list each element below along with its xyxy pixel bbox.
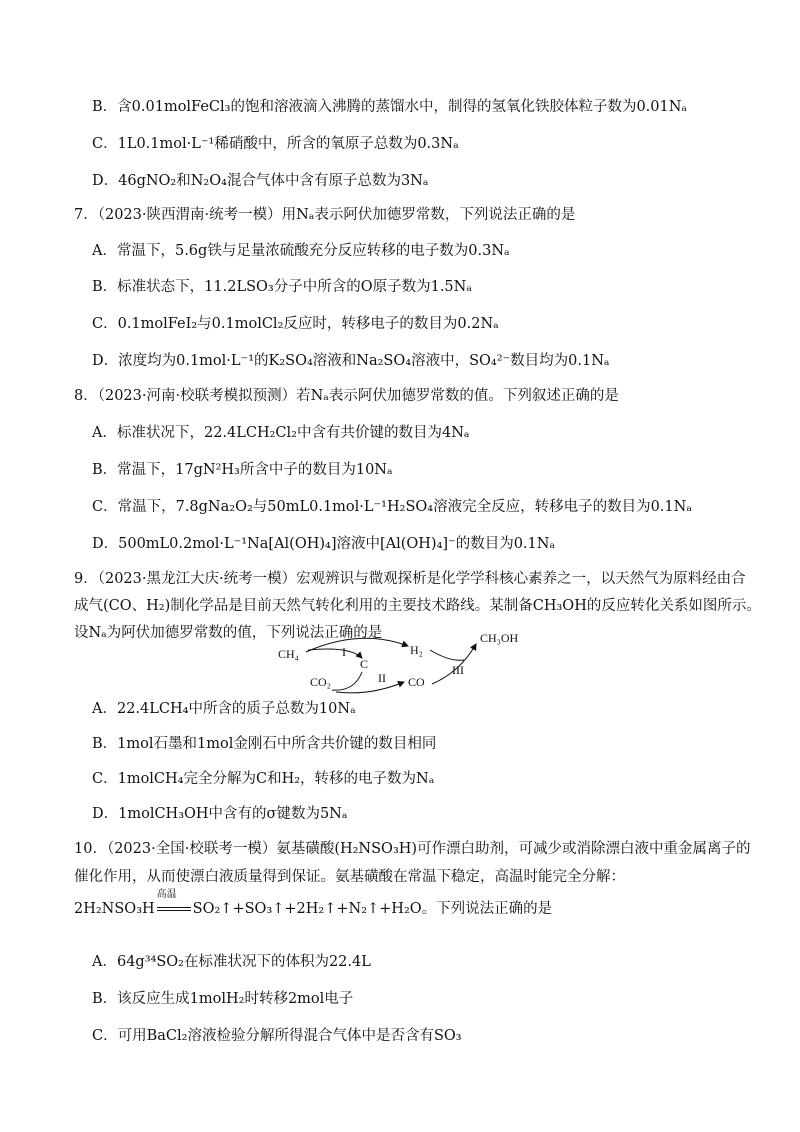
step-label-2: II: [378, 671, 386, 685]
q8-option-a: A．标准状况下，22.4LCH₂Cl₂中含有共价键的数目为4Nₐ: [92, 425, 470, 441]
arrow-c-to-co2: [332, 672, 362, 690]
equation-right: SO₂↑+SO₃↑+2H₂↑+N₂↑+H₂O: [192, 901, 422, 917]
q7-stem: 7．（2023·陕西渭南·统考一模）用Nₐ表示阿伏加德罗常数，下列说法正确的是: [74, 207, 576, 223]
q8-option-c: C．常温下，7.8gNa₂O₂与50mL0.1mol·L⁻¹H₂SO₄溶液完全反应，转移电子的数目为0.1Nₐ: [92, 499, 692, 515]
q8-option-d: D．500mL0.2mol·L⁻¹Na[Al(OH)₄]溶液中[Al(OH)₄]⁻的数目为0.1Nₐ: [92, 536, 556, 552]
species-co: CO: [408, 675, 425, 689]
arrow-ch4-to-h2: [306, 638, 408, 652]
arrow-ch4-to-c: [308, 649, 362, 658]
arrow-co2-to-co: [336, 682, 404, 693]
species-co2: CO₂: [310, 675, 331, 689]
q10-stem-line2: 催化作用，从而使漂白液质量得到保证。氨基磺酸在常温下稳定，高温时能完全分解：: [74, 869, 625, 885]
q7-option-c: C．0.1molFeI₂与0.1molCl₂反应时，转移电子的数目为0.2Nₐ: [92, 316, 499, 332]
step-label-3: III: [452, 663, 464, 677]
species-h2: H₂: [410, 643, 423, 657]
q7-option-b: B．标准状态下，11.2LSO₃分子中所含的O原子数为1.5Nₐ: [92, 279, 472, 295]
q7-option-d: D．浓度均为0.1mol·L⁻¹的K₂SO₄溶液和Na₂SO₄溶液中，SO₄²⁻数目均为0.1Nₐ: [92, 353, 610, 369]
q9-stem-line2: 成气(CO、H₂)制化学品是目前天然气转化利用的主要技术路线。某制备CH₃OH的反应转化关系如图所示。: [74, 598, 761, 614]
q10-option-b: B．该反应生成1molH₂时转移2mol电子: [92, 991, 354, 1007]
equation-double-bar: [157, 907, 191, 911]
arrow-h2-join: [430, 650, 464, 660]
q6-option-c: C．1L0.1mol·L⁻¹稀硝酸中，所含的氧原子总数为0.3Nₐ: [92, 136, 459, 152]
q7-option-a: A．常温下，5.6g铁与足量浓硫酸充分反应转移的电子数为0.3Nₐ: [92, 243, 510, 259]
q8-option-b: B．常温下，17gN²H₃所含中子的数目为10Nₐ: [92, 462, 393, 478]
equation-left: 2H₂NSO₃H: [74, 901, 155, 917]
species-c: C: [360, 657, 369, 671]
q9-stem-line3: 设Nₐ为阿伏加德罗常数的值，下列说法正确的是: [74, 625, 383, 641]
q9-option-d: D．1molCH₃OH中含有的σ键数为5Nₐ: [92, 806, 348, 822]
q8-stem: 8．（2023·河南·校联考模拟预测）若Nₐ表示阿伏加德罗常数的值。下列叙述正确的是: [74, 388, 619, 404]
q9-option-c: C．1molCH₄完全分解为C和H₂，转移的电子数为Nₐ: [92, 771, 435, 787]
q6-option-d: D．46gNO₂和N₂O₄混合气体中含有原子总数为3Nₐ: [92, 173, 429, 189]
q9-stem-line1: 9．（2023·黑龙江大庆·统考一模）宏观辨识与微观探析是化学学科核心素养之一，以天然气为原料经由合: [74, 571, 746, 587]
q10-option-c: C．可用BaCl₂溶液检验分解所得混合气体中是否含有SO₃: [92, 1028, 462, 1044]
q9-option-a: A．22.4LCH₄中所含的质子总数为10Nₐ: [92, 701, 356, 717]
q10-stem-line1: 10．（2023·全国·校联考一模）氨基磺酸(H₂NSO₃H)可作漂白助剂，可减少或消除漂白液中重金属离子的: [74, 841, 751, 857]
step-label-1: I: [342, 645, 346, 659]
species-ch3oh: CH₃OH: [480, 632, 519, 645]
methanol-reaction-diagram: [270, 632, 570, 704]
decomposition-equation: [74, 889, 553, 920]
q9-option-b: B．1mol石墨和1mol金刚石中所含共价键的数目相同: [92, 736, 437, 752]
q10-option-a: A．64g³⁴SO₂在标准状况下的体积为22.4L: [92, 954, 371, 970]
equation-tail: 。下列说法正确的是: [421, 901, 553, 917]
equation-condition: [155, 889, 193, 920]
equation-condition-label: 高温: [156, 889, 177, 900]
species-ch4: CH₄: [278, 647, 299, 661]
q6-option-b: B．含0.01molFeCl₃的饱和溶液滴入沸腾的蒸馏水中，制得的氢氧化铁胶体粒子数为0.01Nₐ: [92, 99, 688, 115]
